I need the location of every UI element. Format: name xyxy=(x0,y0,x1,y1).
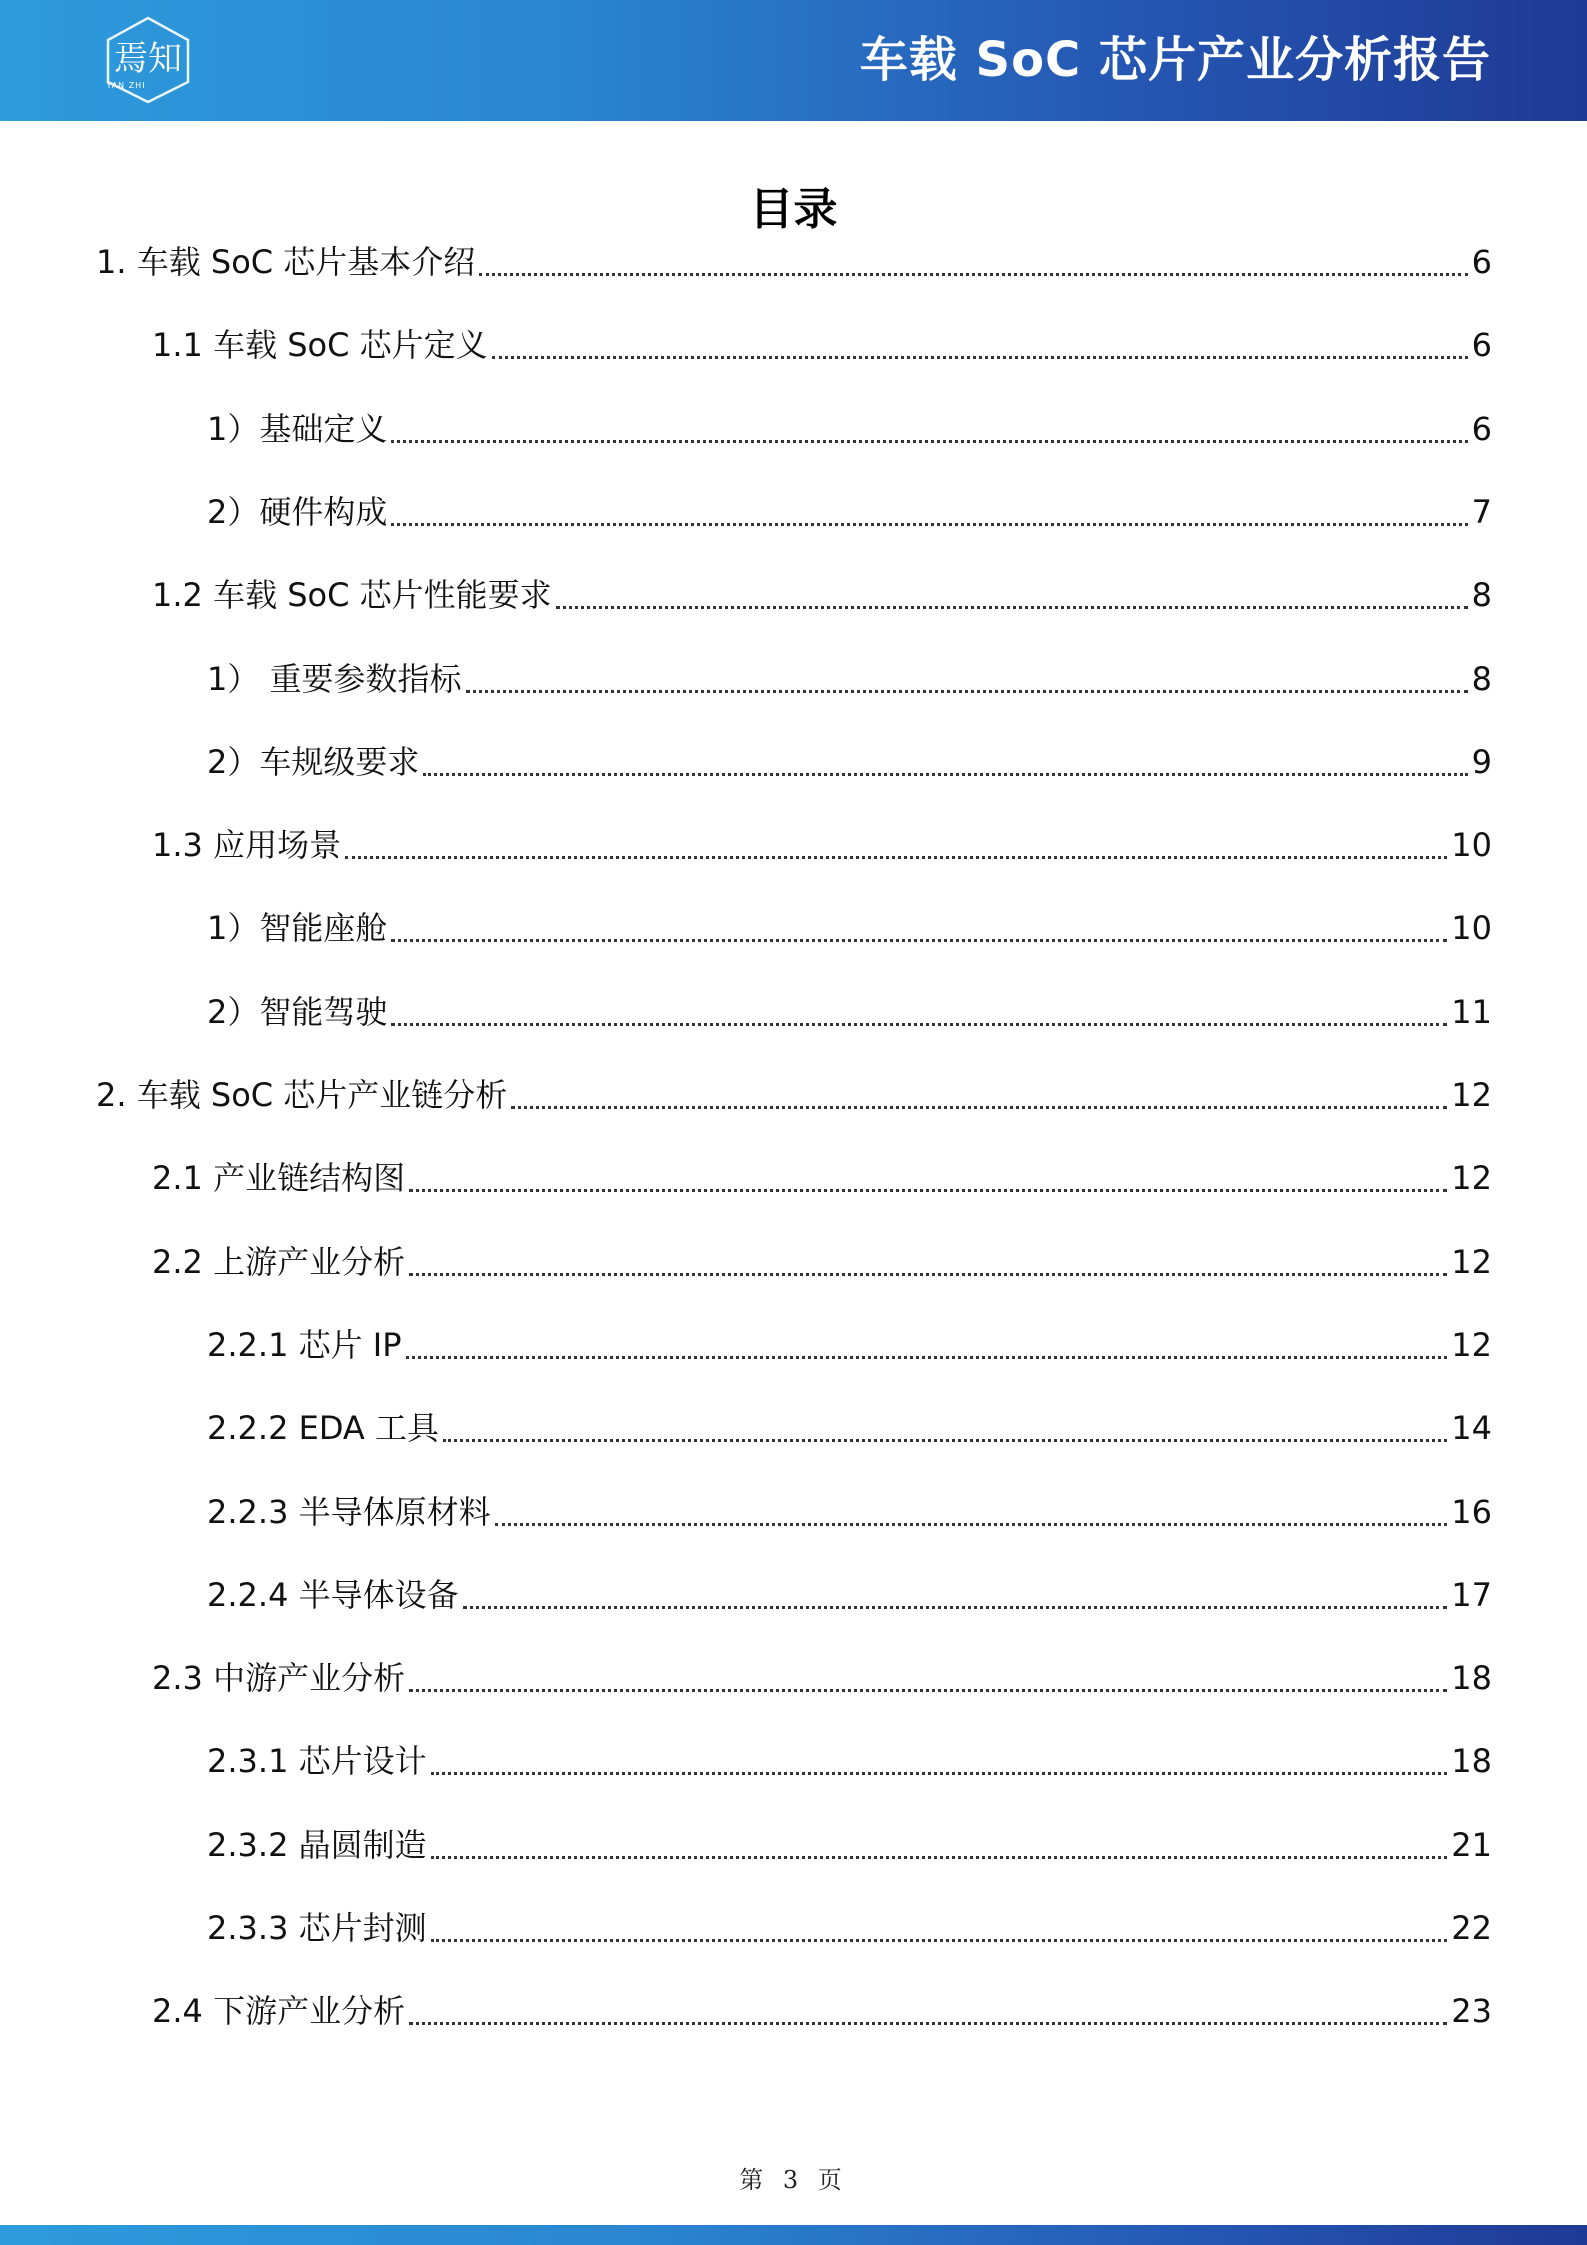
footer-bar xyxy=(0,2225,1587,2245)
toc-entry-page: 17 xyxy=(1451,1575,1492,1614)
toc-entry[interactable] xyxy=(207,1565,1492,1625)
toc-dot-leader xyxy=(431,1925,1448,1942)
toc-entry[interactable] xyxy=(152,565,1492,625)
toc-heading: 目录 xyxy=(749,184,838,235)
toc-entry-label: 2.3.1 芯片设计 xyxy=(207,1742,427,1781)
toc-entry[interactable] xyxy=(207,732,1492,792)
toc-entry-page: 18 xyxy=(1451,1659,1492,1698)
toc-entry-page: 21 xyxy=(1451,1825,1492,1864)
toc-entry[interactable] xyxy=(207,482,1492,542)
toc-entry[interactable] xyxy=(207,1731,1492,1791)
toc-dot-leader xyxy=(511,1092,1447,1109)
toc-entry[interactable] xyxy=(152,815,1492,875)
toc-entry[interactable] xyxy=(96,1065,1492,1125)
toc-entry-label: 1.1 车载 SoC 芯片定义 xyxy=(152,326,488,365)
toc-entry-label: 1）基础定义 xyxy=(207,409,388,448)
toc-entry[interactable] xyxy=(207,1815,1492,1875)
toc-entry[interactable] xyxy=(207,649,1492,709)
toc-dot-leader xyxy=(391,509,1467,526)
toc-entry-label: 1. 车载 SoC 芯片基本介绍 xyxy=(96,243,476,281)
toc-entry-label: 2. 车载 SoC 芯片产业链分析 xyxy=(96,1076,508,1114)
toc-entry[interactable] xyxy=(96,232,1492,292)
toc-entry-page: 7 xyxy=(1471,492,1492,531)
toc-entry[interactable] xyxy=(207,1398,1492,1458)
toc-entry-page: 22 xyxy=(1451,1909,1492,1947)
toc-entry-label: 1.3 应用场景 xyxy=(152,826,342,865)
toc-dot-leader xyxy=(556,592,1468,609)
toc-entry-label: 2.3 中游产业分析 xyxy=(152,1659,406,1698)
toc-dot-leader xyxy=(423,759,1467,776)
toc-entry-page: 8 xyxy=(1471,576,1492,615)
toc-entry[interactable] xyxy=(152,315,1492,375)
toc-dot-leader xyxy=(443,1425,1447,1442)
toc-entry-page: 12 xyxy=(1451,1159,1492,1198)
page-header xyxy=(0,0,1587,121)
toc-entry-label: 2.1 产业链结构图 xyxy=(152,1159,406,1198)
toc-dot-leader xyxy=(391,426,1467,443)
toc-entry-page: 9 xyxy=(1471,742,1492,781)
toc-entry-label: 2）硬件构成 xyxy=(207,492,388,531)
toc-entry-page: 6 xyxy=(1471,409,1492,448)
toc-entry[interactable] xyxy=(152,1981,1492,2041)
toc-entry-label: 2.4 下游产业分析 xyxy=(152,1992,406,2031)
toc-entry-page: 8 xyxy=(1471,659,1492,698)
toc-dot-leader xyxy=(431,1758,1448,1775)
toc-dot-leader xyxy=(409,2008,1447,2025)
logo-subtext: YAN ZHI xyxy=(106,81,146,90)
toc-dot-leader xyxy=(495,1509,1448,1526)
toc-dot-leader xyxy=(391,1009,1447,1026)
toc-entry-label: 1） 重要参数指标 xyxy=(207,659,462,698)
page-number: 第 3 页 xyxy=(739,2166,848,2194)
toc-entry[interactable] xyxy=(207,1898,1492,1958)
toc-entry-page: 12 xyxy=(1451,1325,1492,1364)
toc-entry-page: 14 xyxy=(1451,1409,1492,1448)
toc-entry-label: 1）智能座舱 xyxy=(207,909,388,948)
toc-entry-page: 10 xyxy=(1451,909,1492,948)
logo-text: 焉知 xyxy=(114,39,182,79)
toc-entry-page: 16 xyxy=(1451,1492,1492,1531)
toc-entry[interactable] xyxy=(207,1482,1492,1542)
toc-entry[interactable] xyxy=(152,1148,1492,1208)
toc-entry-label: 2）智能驾驶 xyxy=(207,992,388,1031)
toc-entry[interactable] xyxy=(152,1648,1492,1708)
toc-entry-label: 2.2.4 半导体设备 xyxy=(207,1575,459,1614)
hexagon-logo-icon xyxy=(100,14,196,106)
toc-entry-label: 1.2 车载 SoC 芯片性能要求 xyxy=(152,576,552,615)
toc-dot-leader xyxy=(345,842,1447,859)
report-title: 车载 SoC 芯片产业分析报告 xyxy=(859,32,1491,88)
toc-entry-page: 12 xyxy=(1451,1076,1492,1114)
toc-entry-label: 2.2.2 EDA 工具 xyxy=(207,1409,439,1448)
toc-dot-leader xyxy=(479,259,1467,276)
toc-entry[interactable] xyxy=(152,1232,1492,1292)
toc-entry[interactable] xyxy=(207,898,1492,958)
toc-entry-label: 2.2.1 芯片 IP xyxy=(207,1325,402,1364)
toc-dot-leader xyxy=(431,1842,1448,1859)
toc-dot-leader xyxy=(492,342,1468,359)
toc-dot-leader xyxy=(406,1342,1448,1359)
toc-dot-leader xyxy=(463,1592,1448,1609)
toc-entry-page: 18 xyxy=(1451,1742,1492,1781)
toc-entry-label: 2.3.3 芯片封测 xyxy=(207,1909,427,1947)
toc-entry[interactable] xyxy=(207,399,1492,459)
toc-dot-leader xyxy=(466,676,1468,693)
toc-entry-label: 2.2 上游产业分析 xyxy=(152,1242,406,1281)
toc-entry-label: 2）车规级要求 xyxy=(207,742,420,781)
toc-dot-leader xyxy=(391,925,1447,942)
toc-entry-page: 6 xyxy=(1471,326,1492,365)
toc-dot-leader xyxy=(409,1175,1447,1192)
toc-entry-page: 12 xyxy=(1451,1242,1492,1281)
toc-entry[interactable] xyxy=(207,982,1492,1042)
toc-entry[interactable] xyxy=(207,1315,1492,1375)
toc-entry-page: 11 xyxy=(1451,992,1492,1031)
toc-entry-page: 10 xyxy=(1451,826,1492,865)
toc-entry-label: 2.3.2 晶圆制造 xyxy=(207,1825,427,1864)
toc-entry-label: 2.2.3 半导体原材料 xyxy=(207,1492,491,1531)
toc-entry-page: 6 xyxy=(1471,243,1492,281)
toc-entry-page: 23 xyxy=(1451,1992,1492,2031)
toc-dot-leader xyxy=(409,1259,1447,1276)
toc-dot-leader xyxy=(409,1675,1447,1692)
